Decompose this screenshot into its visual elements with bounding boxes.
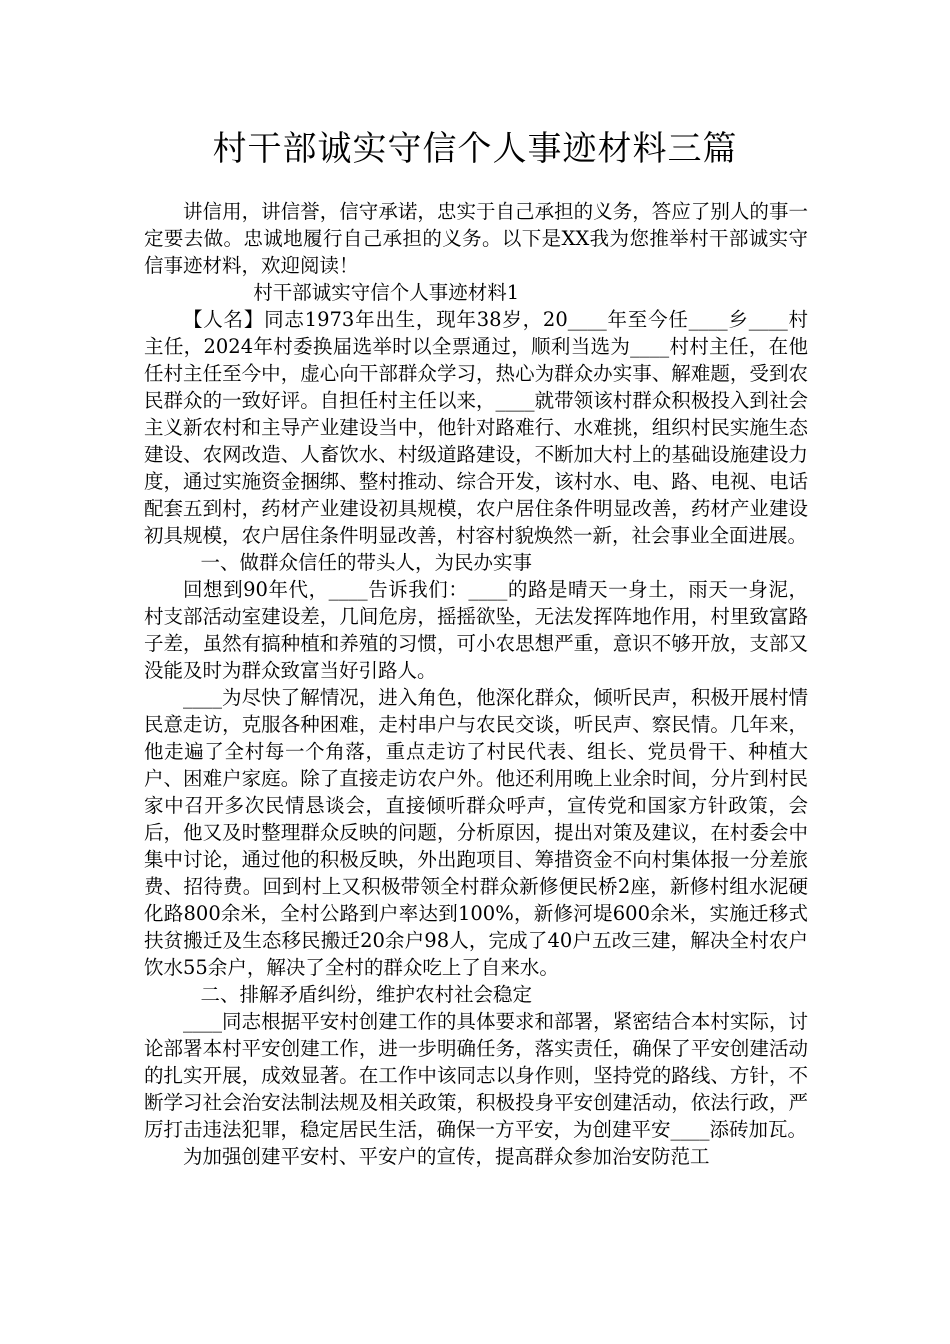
body-paragraph-2: 回想到90年代，____告诉我们：____的路是晴天一身土，雨天一身泥，村支部活动室建设差，几间危房，摇摇欲坠，无法发挥阵地作用，村里致富路子差，虽然有搞种植和养殖的习惯，可小农思想严重，意识不够开放，支部又没能及时为群众致富当好引路人。: [144, 578, 808, 682]
document-title: 村干部诚实守信个人事迹材料三篇: [212, 129, 738, 169]
section-heading-2: 二、排解矛盾纠纷，维护农村社会稳定: [200, 983, 533, 1006]
body-paragraph-1: 【人名】同志1973年出生，现年38岁，20____年至今任____乡____村主任，2024年村委换届选举时以全票通过，顺利当选为____村村主任，在他任村主任至今中，虚心向干部群众学习，热心为群众办实事、解难题，受到农民群众的一致好评。自担任村主任以来，____就带领该村群众积极投入到社会主义新农村和主导产业建设当中，他针对路难行、水难挑，组织村民实施生态建设、农网改造、人畜饮水、村级道路建设，不断加大村上的基础设施建设力度，通过实施资金捆绑、整村推动、综合开发，该村水、电、路、电视、电话配套五到村，药材产业建设初具规模，农户居住条件明显改善，药材产业建设初具规模，农户居住条件明显改善，村容村貌焕然一新，社会事业全面进展。: [144, 308, 808, 547]
body-paragraph-5: 为加强创建平安村、平安户的宣传，提高群众参加治安防范工: [183, 1145, 710, 1168]
document-body: [144, 198, 808, 1170]
body-paragraph-4: ____同志根据平安村创建工作的具体要求和部署，紧密结合本村实际，讨论部署本村平安创建工作，进一步明确任务，落实责任，确保了平安创建活动的扎实开展，成效显著。在工作中该同志以身作则，坚持党的路线、方针，不断学习社会治安法制法规及相关政策，积极投身平安创建活动，依法行政，严厉打击违法犯罪，稳定居民生活，确保一方平安，为创建平安____添砖加瓦。: [144, 1010, 808, 1141]
body-paragraph-3: ____为尽快了解情况，进入角色，他深化群众，倾听民声，积极开展村情民意走访，克服各种困难，走村串户与农民交谈，听民声、察民情。几年来，他走遍了全村每一个角落，重点走访了村民代表、组长、党员骨干、种植大户、困难户家庭。除了直接走访农户外。他还利用晚上业余时间，分片到村民家中召开多次民情恳谈会，直接倾听群众呼声，宣传党和国家方针政策，会后，他又及时整理群众反映的问题，分析原因，提出对策及建议，在村委会中集中讨论，通过他的积极反映，外出跑项目、筹措资金不向村集体报一分差旅费、招待费。回到村上又积极带领全村群众新修便民桥2座，新修村组水泥硬化路800余米，全村公路到户率达到100%，新修河堤600余米，实施迁移式扶贫搬迁及生态移民搬迁20余户98人，完成了40户五改三建，解决全村农户饮水55余户，解决了全村的群众吃上了自来水。: [144, 686, 808, 979]
section-heading-1: 一、做群众信任的带头人，为民办实事: [200, 551, 533, 574]
intro-paragraph: 讲信用，讲信誉，信守承诺，忠实于自己承担的义务，答应了别人的事一定要去做。忠诚地履行自己承担的义务。以下是XX我为您推举村干部诚实守信事迹材料，欢迎阅读！: [144, 200, 808, 277]
section-subtitle: 村干部诚实守信个人事迹材料1: [253, 281, 520, 304]
